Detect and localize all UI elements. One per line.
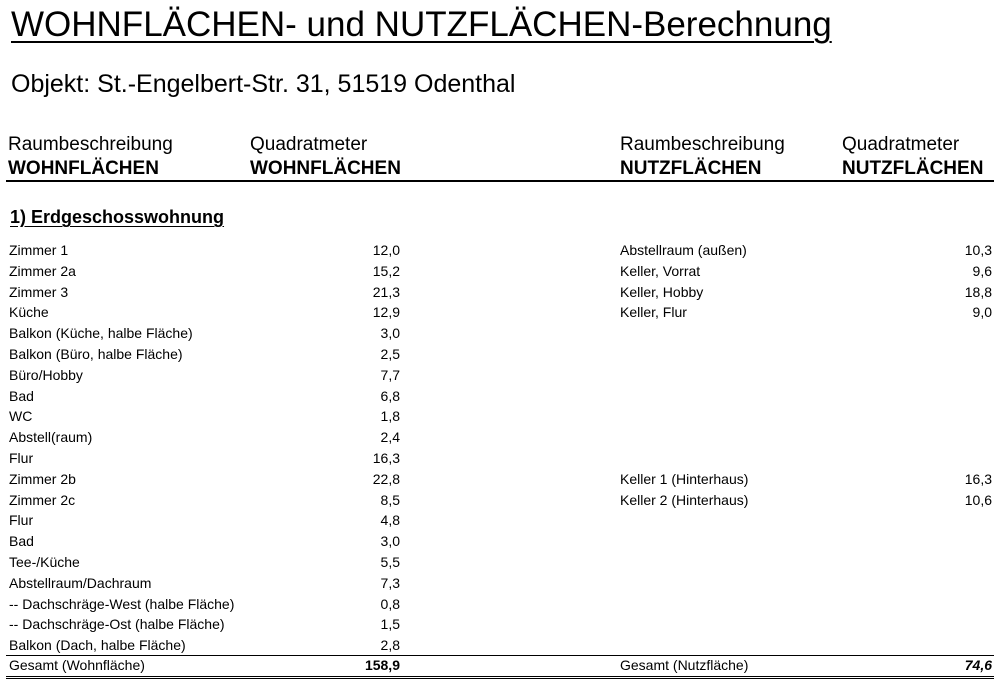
usable-room-area: 9,0 <box>972 304 992 320</box>
room-name: Büro/Hobby <box>9 367 83 383</box>
room-area: 2,4 <box>380 429 400 445</box>
room-area: 12,9 <box>372 304 400 320</box>
usable-room-name <box>620 510 880 531</box>
usable-room-area <box>892 344 992 365</box>
room-area: 1,5 <box>380 616 400 632</box>
room-name: WC <box>9 408 33 424</box>
room-name: Balkon (Küche, halbe Fläche) <box>9 325 193 341</box>
total-living-label: Gesamt (Wohnfläche) <box>9 657 145 673</box>
room-area: 6,8 <box>380 388 400 404</box>
usable-room-name: Keller 2 (Hinterhaus) <box>620 492 749 508</box>
usable-room-name <box>620 344 880 365</box>
room-name: -- Dachschräge-Ost (halbe Fläche) <box>9 616 225 632</box>
room-name: Zimmer 3 <box>9 284 69 300</box>
room-area: 2,5 <box>380 346 400 362</box>
room-name: Flur <box>9 512 34 528</box>
header-right-description: Raumbeschreibung <box>620 134 785 155</box>
room-name: Balkon (Dach, halbe Fläche) <box>9 637 186 653</box>
usable-room-area <box>892 510 992 531</box>
room-name: Tee-/Küche <box>9 554 80 570</box>
usable-room-name <box>620 573 880 594</box>
total-usable-value: 74,6 <box>964 657 992 673</box>
usable-room-area <box>892 614 992 635</box>
usable-room-name <box>620 614 880 635</box>
room-area: 7,3 <box>380 575 400 591</box>
usable-room-area <box>892 323 992 344</box>
room-area: 15,2 <box>372 263 400 279</box>
usable-room-name: Keller, Flur <box>620 304 687 320</box>
room-name: Balkon (Büro, halbe Fläche) <box>9 346 183 362</box>
total-usable-label: Gesamt (Nutzfläche) <box>620 657 749 673</box>
totals-bottom-rule-1 <box>6 676 994 677</box>
room-area: 7,7 <box>380 367 400 383</box>
room-name: Flur <box>9 450 34 466</box>
usable-room-area <box>892 635 992 656</box>
page-title: WOHNFLÄCHEN- und NUTZFLÄCHEN-Berechnung <box>11 5 832 44</box>
total-living-value: 158,9 <box>364 657 400 673</box>
usable-room-name <box>620 552 880 573</box>
header-right-quantity: Quadratmeter <box>842 134 960 155</box>
room-name: Abstellraum/Dachraum <box>9 575 152 591</box>
object-address: Objekt: St.-Engelbert-Str. 31, 51519 Odenthal <box>11 70 516 98</box>
usable-room-name <box>620 365 880 386</box>
usable-room-area <box>892 427 992 448</box>
usable-room-name <box>620 323 880 344</box>
usable-room-name <box>620 635 880 656</box>
header-right-description-sub: NUTZFLÄCHEN <box>620 158 762 179</box>
room-area: 8,5 <box>380 492 400 508</box>
header-right-quantity-sub: NUTZFLÄCHEN <box>842 158 984 179</box>
usable-room-area <box>892 594 992 615</box>
header-left-description: Raumbeschreibung <box>8 134 173 155</box>
usable-room-area <box>892 573 992 594</box>
room-area: 16,3 <box>372 450 400 466</box>
usable-room-name <box>620 386 880 407</box>
usable-room-area: 9,6 <box>972 263 992 279</box>
totals-bottom-rule-2 <box>6 678 994 679</box>
usable-room-area <box>892 386 992 407</box>
header-left-description-sub: WOHNFLÄCHEN <box>8 158 159 179</box>
room-area: 4,8 <box>380 512 400 528</box>
room-area: 5,5 <box>380 554 400 570</box>
usable-room-name: Keller, Hobby <box>620 284 704 300</box>
room-area: 1,8 <box>380 408 400 424</box>
room-name: Zimmer 2a <box>9 263 76 279</box>
room-area: 3,0 <box>380 533 400 549</box>
usable-room-name <box>620 406 880 427</box>
room-name: -- Dachschräge-West (halbe Fläche) <box>9 596 235 612</box>
room-name: Abstell(raum) <box>9 429 93 445</box>
usable-room-area <box>892 448 992 469</box>
header-divider <box>6 180 994 182</box>
usable-room-name: Abstellraum (außen) <box>620 242 747 258</box>
usable-room-name <box>620 531 880 552</box>
room-area: 0,8 <box>380 596 400 612</box>
room-name: Küche <box>9 304 49 320</box>
section-title: 1) Erdgeschosswohnung <box>10 207 225 227</box>
room-name: Bad <box>9 388 34 404</box>
room-area: 2,8 <box>380 637 400 653</box>
room-name: Zimmer 2c <box>9 492 76 508</box>
usable-room-area <box>892 406 992 427</box>
usable-room-name <box>620 448 880 469</box>
usable-room-area: 18,8 <box>964 284 992 300</box>
usable-room-area: 16,3 <box>964 471 992 487</box>
usable-room-area: 10,6 <box>964 492 992 508</box>
usable-room-area <box>892 552 992 573</box>
room-area: 21,3 <box>372 284 400 300</box>
usable-room-name: Keller 1 (Hinterhaus) <box>620 471 749 487</box>
usable-room-area <box>892 531 992 552</box>
usable-room-name: Keller, Vorrat <box>620 263 701 279</box>
usable-room-name <box>620 594 880 615</box>
usable-room-area <box>892 365 992 386</box>
header-left-quantity: Quadratmeter <box>250 134 368 155</box>
room-name: Zimmer 1 <box>9 242 69 258</box>
usable-room-area: 10,3 <box>964 242 992 258</box>
room-area: 12,0 <box>372 242 400 258</box>
room-area: 3,0 <box>380 325 400 341</box>
room-area: 22,8 <box>372 471 400 487</box>
room-name: Bad <box>9 533 34 549</box>
room-name: Zimmer 2b <box>9 471 76 487</box>
header-left-quantity-sub: WOHNFLÄCHEN <box>250 158 401 179</box>
usable-room-name <box>620 427 880 448</box>
